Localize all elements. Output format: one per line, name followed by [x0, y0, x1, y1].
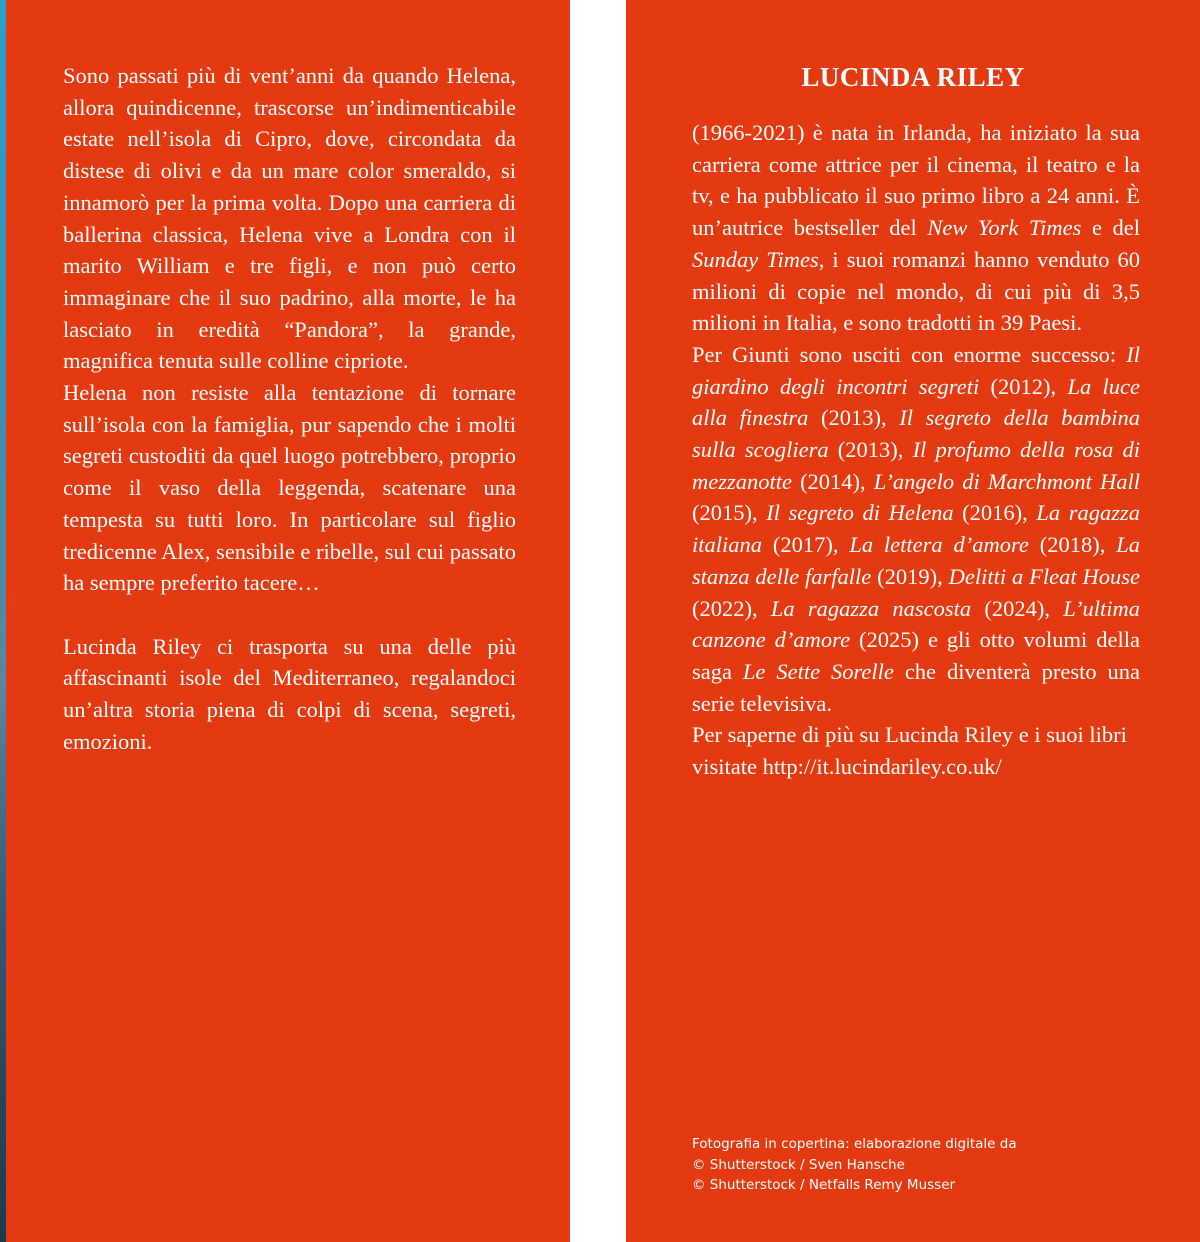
book-year-7: (2017), — [762, 532, 850, 558]
bio-title-nyt: New York Times — [927, 215, 1082, 241]
author-name-heading: LUCINDA RILEY — [801, 62, 1025, 92]
books-intro: Per Giunti sono usciti con enorme successo: — [692, 341, 1127, 367]
bio-paragraph — [692, 117, 1140, 339]
book-title-9: La stanza delle farfalle — [692, 532, 1140, 589]
book-year-9: (2019), — [871, 563, 949, 589]
saga-title: Le Sette Sorelle — [742, 658, 894, 684]
left-flap — [6, 0, 570, 1242]
author-bio — [692, 117, 1140, 783]
books-tail: che diventerà presto una serie televisiva. — [692, 658, 1140, 716]
synopsis-paragraph-1: Sono passati più di vent’anni da quando Helena, allora quindicenne, trascorse un’indimenticabile estate nell’isola di Cipro, dove, circondata da distese di olivi e da un mare color smeraldo, si innamorò per la prima volta. Dopo una carriera di ballerina classica, Helena vive a Londra con il marito William e tre figli, e non può certo immaginare che il suo padrino, alla morte, le ha lasciato in eredità “Pandora”, la grande, magnifica tenuta sulle colline cipriote. — [63, 63, 516, 374]
right-flap — [626, 0, 1200, 1242]
book-title-8: La lettera d’amore — [849, 532, 1029, 558]
website-text: Per saperne di più su Lucinda Riley e i suoi libri visitate — [692, 722, 1127, 780]
book-title-12: L’ultima canzone d’amore — [692, 595, 1140, 653]
website-url: http://it.lucindariley.co.uk/ — [762, 754, 1002, 780]
credits-line-2: © Shutterstock / Sven Hansche — [692, 1156, 905, 1173]
book-title-1: Il giardino degli incontri segreti — [692, 341, 1140, 399]
book-year-3: (2013), — [828, 437, 913, 463]
synopsis-paragraph-3: Lucinda Riley ci trasporta su una delle più affascinanti isole del Mediterraneo, regalandoci un’altra storia piena di colpi di scena, segreti, emozioni. — [63, 633, 516, 754]
book-year-4: (2014), — [792, 468, 874, 494]
book-title-4: Il profumo della rosa di mezzanotte — [692, 437, 1140, 494]
book-year-8: (2018), — [1028, 532, 1117, 558]
book-year-1: (2012), — [979, 373, 1068, 399]
books-paragraph — [692, 339, 1140, 719]
fold-gutter — [570, 0, 626, 1242]
credits-line-3: © Shutterstock / Netfalls Remy Musser — [692, 1177, 956, 1193]
book-year-10: (2022), — [692, 595, 771, 621]
book-year-12: (2025) e gli otto volumi della saga — [692, 627, 1140, 684]
bio-text-1: (1966-2021) è nata in Irlanda, ha iniziato la sua carriera come attrice per il cinema, il teatro e la tv, e ha pubblicato il suo primo libro a 24 anni. È un’autrice bestseller del — [692, 120, 1140, 241]
book-title-11: La ragazza nascosta — [770, 595, 972, 621]
credits-line-1: Fotografia in copertina: elaborazione digitale da — [692, 1136, 1017, 1152]
synopsis — [63, 60, 516, 757]
book-year-6: (2016), — [953, 500, 1037, 526]
book-title-5: L’angelo di Marchmont Hall — [873, 468, 1140, 494]
book-title-10: Delitti a Fleat House — [948, 563, 1140, 589]
book-year-2: (2013), — [808, 405, 900, 431]
bio-text-2: e del — [1081, 215, 1140, 241]
photo-credits — [692, 1134, 1152, 1196]
book-year-11: (2024), — [971, 595, 1064, 621]
bio-title-sunday-times: Sunday Times — [692, 246, 819, 272]
website-paragraph — [692, 719, 1140, 782]
book-title-2: La luce alla finestra — [692, 373, 1140, 431]
bio-text-3: , i suoi romanzi hanno venduto 60 milioni di copie nel mondo, di cui più di 3,5 milioni in Italia, e sono tradotti in 39 Paesi. — [692, 246, 1140, 336]
book-title-3: Il segreto della bambina sulla scogliera — [692, 405, 1140, 463]
synopsis-paragraph-2: Helena non resiste alla tentazione di tornare sull’isola con la famiglia, pur sapendo che i molti segreti custoditi da quel luogo potrebbero, proprio come il vaso della leggenda, scatenare una tempesta su tutti loro. In particolare sul figlio tredicenne Alex, sensibile e ribelle, sul cui passato ha sempre preferito tacere… — [63, 380, 516, 596]
book-year-5: (2015), — [692, 500, 767, 526]
book-title-6: Il segreto di Helena — [766, 500, 954, 526]
book-title-7: La ragazza italiana — [692, 500, 1140, 558]
